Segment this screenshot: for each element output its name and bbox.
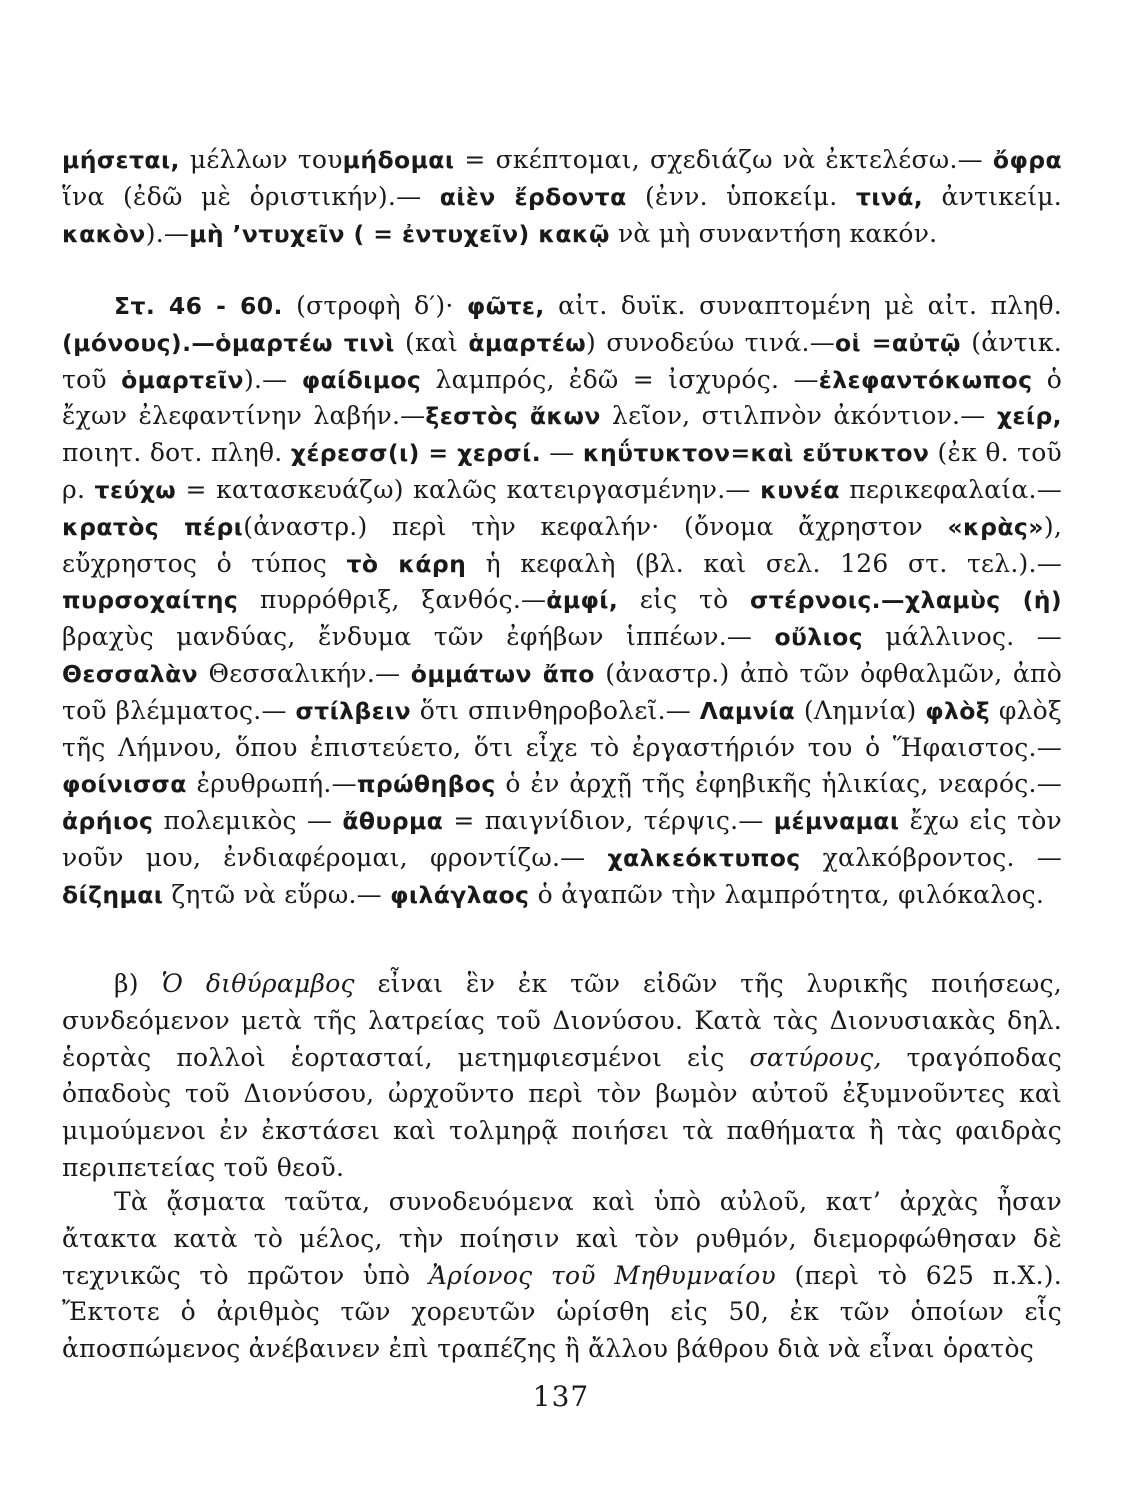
text-run: ), εὔχρηστος ὁ τύπος bbox=[62, 511, 1063, 578]
bold-term: Στ. 46 - 60. bbox=[114, 292, 283, 320]
text-run: νὰ μὴ συναντήση κακόν. bbox=[609, 218, 938, 248]
bold-term: φλὸξ bbox=[925, 696, 991, 725]
text-run: πολεμικὸς — bbox=[153, 806, 343, 836]
text-run: ὁ ἐν ἀρχῇ τῆς ἐφηβικῆς ἡλικίας, νεαρός.— bbox=[495, 769, 1062, 799]
text-run: φλὸξ τῆς Λήμνου, ὅπου ἐπιστεύετο, ὅτι εἶχε τὸ ἐργαστήριόν του ὁ Ἥφαιστος.— bbox=[62, 695, 1062, 762]
text-run: αἰτ. δυϊκ. συναπτομένη μὲ αἰτ. πληθ. bbox=[544, 291, 1062, 320]
commentary-block-4 bbox=[62, 1184, 1062, 1368]
text-run: μέλλων του bbox=[179, 145, 343, 174]
text-run: εἶναι ἓν ἐκ τῶν εἰδῶν τῆς λυρικῆς ποιήσεως, συνδεόμενον μετὰ τῆς λατρείας τοῦ Διονύσου. Κατὰ τὰς Διονυσιακὰς δηλ. ἑορτὰς πολλοὶ ἑορτασταί, μετημφιεσμένοι εἰς bbox=[62, 969, 1062, 1072]
bold-term: πρώθηβος bbox=[356, 770, 496, 799]
text-run: ).— bbox=[145, 218, 190, 248]
bold-term: μήδομαι bbox=[342, 146, 455, 174]
text-run: ἐρυθρωπή.— bbox=[186, 769, 357, 799]
text-run: (ἀναστρ.) περὶ τὴν κεφαλήν· (ὄνομα ἄχρηστον bbox=[243, 511, 948, 541]
bold-term: οὔλιος bbox=[774, 623, 864, 652]
paragraph-glosses-1 bbox=[62, 142, 1062, 252]
bold-term: τεύχω bbox=[94, 475, 177, 504]
bold-term: χαλκεόκτυπος bbox=[607, 843, 801, 872]
bold-term: μὴ ’ντυχεῖν ( = ἐντυχεῖν) κακῷ bbox=[189, 219, 610, 248]
bold-term: κρατὸς πέρι bbox=[62, 512, 244, 541]
bold-term: ὄφρα bbox=[992, 146, 1062, 174]
page-number: 137 bbox=[532, 1380, 590, 1413]
bold-term: μήσεται, bbox=[62, 146, 180, 174]
text-run: ).— bbox=[243, 364, 302, 394]
bold-term: φαίδιμος bbox=[301, 365, 422, 394]
commentary-block-2 bbox=[62, 288, 1062, 914]
text-run: (καὶ bbox=[394, 327, 469, 357]
paragraph-arion bbox=[62, 1184, 1062, 1368]
bold-term: χέρεσσ(ι) = χερσί. bbox=[290, 439, 542, 468]
text-run: χαλκόβροντος. — bbox=[800, 842, 1062, 872]
bold-term: ἀρήιος bbox=[62, 807, 154, 836]
bold-term: ὀμμάτων ἄπο bbox=[410, 659, 595, 688]
paragraph-dithyramb bbox=[62, 966, 1062, 1187]
bold-term: οἱ =αὐτῷ bbox=[834, 328, 961, 357]
bold-term: φῶτε, bbox=[466, 292, 545, 320]
text-run: περικεφαλαία.— bbox=[839, 474, 1063, 504]
bold-term: ἁμαρτέω bbox=[468, 328, 587, 357]
text-run: τραγόποδας ὀπαδοὺς τοῦ Διονύσου, ὠρχοῦντο περὶ τὸν βωμὸν αὐτοῦ ἐξυμνοῦντες καὶ μιμούμενοι ἐν ἐκστάσει καὶ τολμηρᾷ ποιήσει τὰ παθήματα ἢ τὰς φαιδρὰς περιπετείας τοῦ θεοῦ. bbox=[62, 1042, 1062, 1182]
text-run: ποιητ. δοτ. πληθ. bbox=[62, 438, 291, 468]
text-run: ἵνα (ἐδῶ μὲ ὁριστικήν).— bbox=[62, 181, 440, 211]
text-run: (ἀντικ. τοῦ bbox=[62, 327, 1062, 394]
text-run: (στροφὴ δ′)· bbox=[282, 291, 467, 320]
bold-term: κηΰτυκτον=καὶ εὔτυκτον bbox=[582, 439, 930, 468]
text-run: (περὶ τὸ 625 π.Χ.). Ἔκτοτε ὁ ἀριθμὸς τῶν χορευτῶν ὡρίσθη εἰς 50, ἐκ τῶν ὁποίων εἷς ἀποσπώμενος ἀνέβαινεν ἐπὶ τραπέζης ἢ ἄλλου βάθρου διὰ νὰ εἶναι ὁρατὸς bbox=[62, 1260, 1062, 1364]
text-run: ἀντικείμ. bbox=[923, 181, 1063, 211]
text-run: (ἐνν. ὑποκείμ. bbox=[626, 181, 856, 211]
bold-term: στέρνοις.—χλαμὺς (ἡ) bbox=[750, 586, 1062, 615]
bold-term: χείρ, bbox=[996, 402, 1062, 431]
bold-term: φοίνισσα bbox=[62, 770, 187, 799]
bold-term: Λαμνία bbox=[699, 696, 796, 725]
text-run: = παιγνίδιον, τέρψις.— bbox=[443, 806, 774, 836]
text-run: Θεσσαλικήν.— bbox=[198, 658, 411, 688]
bold-term: ἀμφί, bbox=[546, 586, 619, 615]
paragraph-glosses-2 bbox=[62, 288, 1062, 914]
text-run: — bbox=[541, 438, 583, 468]
bold-term: τὸ κάρη bbox=[346, 549, 467, 578]
bold-term: κακὸν bbox=[62, 219, 146, 248]
text-run: (ἐκ θ. τοῦ ρ. bbox=[62, 438, 1062, 504]
bold-term: ξεστὸς ἄκων bbox=[425, 402, 601, 431]
text-run: ζητῶ νὰ εὕρω.— bbox=[163, 879, 391, 909]
commentary-block-1 bbox=[62, 142, 1062, 252]
bold-term: ὁμαρτεῖν bbox=[121, 365, 244, 394]
bold-term: μέμναμαι bbox=[773, 807, 900, 836]
text-run: β) bbox=[114, 969, 162, 998]
text-run: λεῖον, στιλπνὸν ἀκόντιον.— bbox=[600, 401, 997, 431]
text-run: ) συνοδεύω τινά.— bbox=[586, 327, 835, 357]
text-run: λαμπρός, ἐδῶ = ἰσχυρός. — bbox=[421, 364, 819, 394]
text-run: εἰς τὸ bbox=[618, 585, 751, 615]
text-run: ἡ κεφαλὴ (βλ. καὶ σελ. 126 στ. τελ.).— bbox=[466, 548, 1062, 578]
bold-term: «κρὰς» bbox=[947, 512, 1044, 541]
text-run: = κατασκευάζω) καλῶς κατειργασμένην.— bbox=[176, 474, 761, 504]
bold-term: στίλβειν bbox=[295, 696, 412, 725]
text-run: μάλλινος. — bbox=[863, 622, 1062, 652]
bold-term: ἄθυρμα bbox=[342, 807, 444, 836]
bold-term: αἰὲν ἔρδοντα bbox=[439, 182, 627, 211]
text-run: = σκέπτομαι, σχεδιάζω νὰ ἐκτελέσω.— bbox=[454, 145, 993, 174]
text-run: ὁ ἔχων ἐλεφαντίνην λαβήν.— bbox=[62, 364, 1062, 431]
commentary-block-3 bbox=[62, 966, 1062, 1187]
bold-term: φιλάγλαος bbox=[390, 880, 530, 909]
bold-term: πυρσοχαίτης bbox=[62, 586, 239, 615]
bold-term: (μόνους).—ὁμαρτέω τινὶ bbox=[62, 328, 395, 357]
italic-term: Ὁ διθύραμβος bbox=[161, 969, 355, 998]
text-run: ὅτι σπινθηροβολεῖ.— bbox=[411, 695, 700, 725]
text-run: βραχὺς μανδύας, ἔνδυμα τῶν ἐφήβων ἱππέων.— bbox=[62, 622, 775, 652]
bold-term: κυνέα bbox=[760, 475, 840, 504]
text-run: ἔχω εἰς τὸν νοῦν μου, ἐνδιαφέρομαι, φροντίζω.— bbox=[62, 806, 1062, 872]
text-run: ὁ ἀγαπῶν τὴν λαμπρότητα, φιλόκαλος. bbox=[529, 879, 1045, 909]
bold-term: δίζημαι bbox=[62, 880, 164, 909]
text-run: πυρρόθριξ, ξανθός.— bbox=[238, 585, 547, 615]
text-run: (ἀναστρ.) ἀπὸ τῶν ὀφθαλμῶν, ἀπὸ τοῦ βλέμματος.— bbox=[62, 658, 1063, 725]
text-run: (Λημνία) bbox=[795, 695, 926, 725]
bold-term: τινά, bbox=[855, 182, 924, 211]
bold-term: ἐλεφαντόκωπος bbox=[818, 365, 1033, 394]
text-run: Τὰ ᾄσματα ταῦτα, συνοδευόμενα καὶ ὑπὸ αὐλοῦ, κατ’ ἀρχὰς ἦσαν ἄτακτα κατὰ τὸ μέλος, τὴν ποίησιν καὶ τὸν ρυθμόν, διεμορφώθησαν δὲ τεχνικῶς τὸ πρῶτον ὑπὸ bbox=[62, 1187, 1062, 1290]
bold-term: Θεσσαλὰν bbox=[62, 659, 199, 688]
italic-term: Ἀρίονος τοῦ Μηθυμναίου bbox=[428, 1260, 776, 1290]
italic-term: σατύρους, bbox=[749, 1042, 882, 1072]
